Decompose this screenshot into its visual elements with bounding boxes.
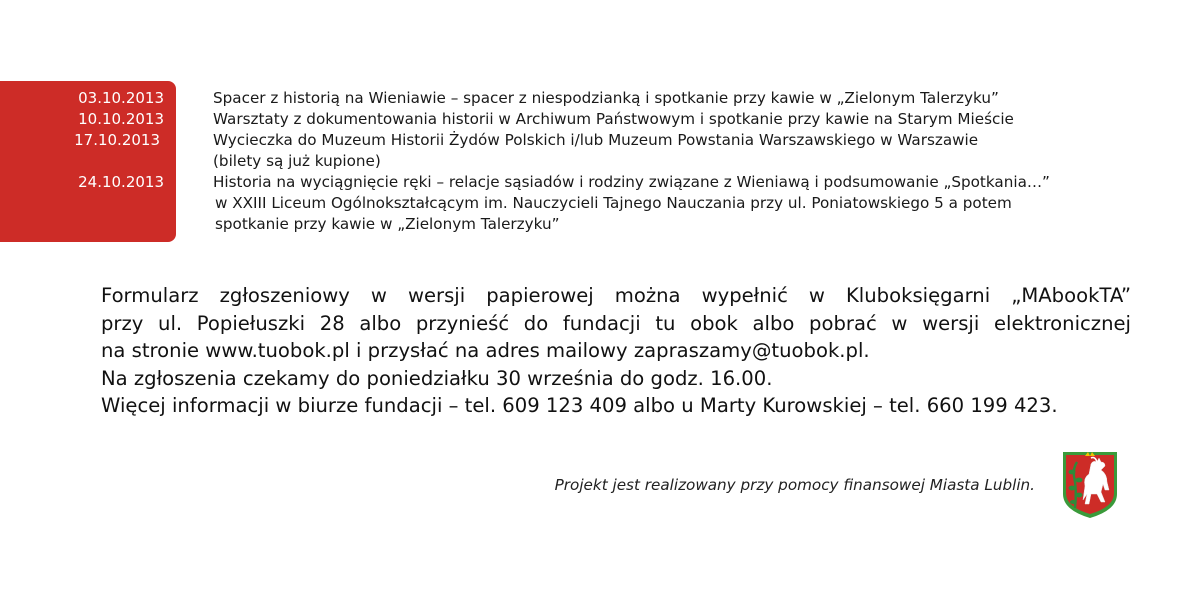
schedule-row [0,130,1200,172]
lublin-coat-of-arms-icon [1061,450,1119,520]
info-line: Więcej informacji w biurze fundacji – tel. 609 123 409 albo u Marty Kurowskiej – tel. 660 199 423. [101,394,1058,417]
schedule-description-line: spotkanie przy kawie w „Zielonym Talerzyku” [215,215,560,233]
schedule-description-line: Warsztaty z dokumentowania historii w Archiwum Państwowym i spotkanie przy kawie na Starym Mieście [213,110,1014,128]
schedule-description [213,130,978,172]
schedule-row [0,109,1200,130]
schedule-date: 24.10.2013 [78,173,164,191]
schedule-description [213,109,1014,130]
info-line: na stronie www.tuobok.pl i przysłać na adres mailowy zapraszamy@tuobok.pl. [101,339,870,362]
schedule-description [213,172,1050,235]
schedule-description-line: Wycieczka do Muzeum Historii Żydów Polskich i/lub Muzeum Powstania Warszawskiego w Warszawie [213,131,979,149]
schedule-date: 03.10.2013 [78,89,164,107]
schedule-row [0,172,1200,235]
info-line: przy ul. Popiełuszki 28 albo przynieść do fundacji tu obok albo pobrać w wersji elektronicznej [101,311,1131,335]
schedule-description-line: Historia na wyciągnięcie ręki – relacje sąsiadów i rodziny związane z Wieniawą i podsumowanie „Spotkania…” [213,173,1050,191]
info-line: Formularz zgłoszeniowy w wersji papierowej można wypełnić w Kluboksięgarni „MAbookTA” [101,284,1131,307]
schedule-row [0,88,1200,109]
schedule-description-line: w XXIII Liceum Ogólnokształcącym im. Nauczycieli Tajnego Nauczania przy ul. Poniatowskiego 5 a potem [215,194,1012,212]
schedule-description-line: Spacer z historią na Wieniawie – spacer z niespodzianką i spotkanie przy kawie w „Zielonym Talerzyku” [213,89,999,107]
schedule-description-line: (bilety są już kupione) [213,152,381,170]
funding-note: Projekt jest realizowany przy pomocy finansowej Miasta Lublin. [554,476,1035,494]
registration-info [101,282,1131,420]
schedule-list [0,88,1200,235]
info-line: Na zgłoszenia czekamy do poniedziałku 30 września do godz. 16.00. [101,366,773,390]
schedule-description [213,88,999,109]
schedule-date: 17.10.2013 [74,131,160,149]
schedule-date: 10.10.2013 [78,110,164,128]
